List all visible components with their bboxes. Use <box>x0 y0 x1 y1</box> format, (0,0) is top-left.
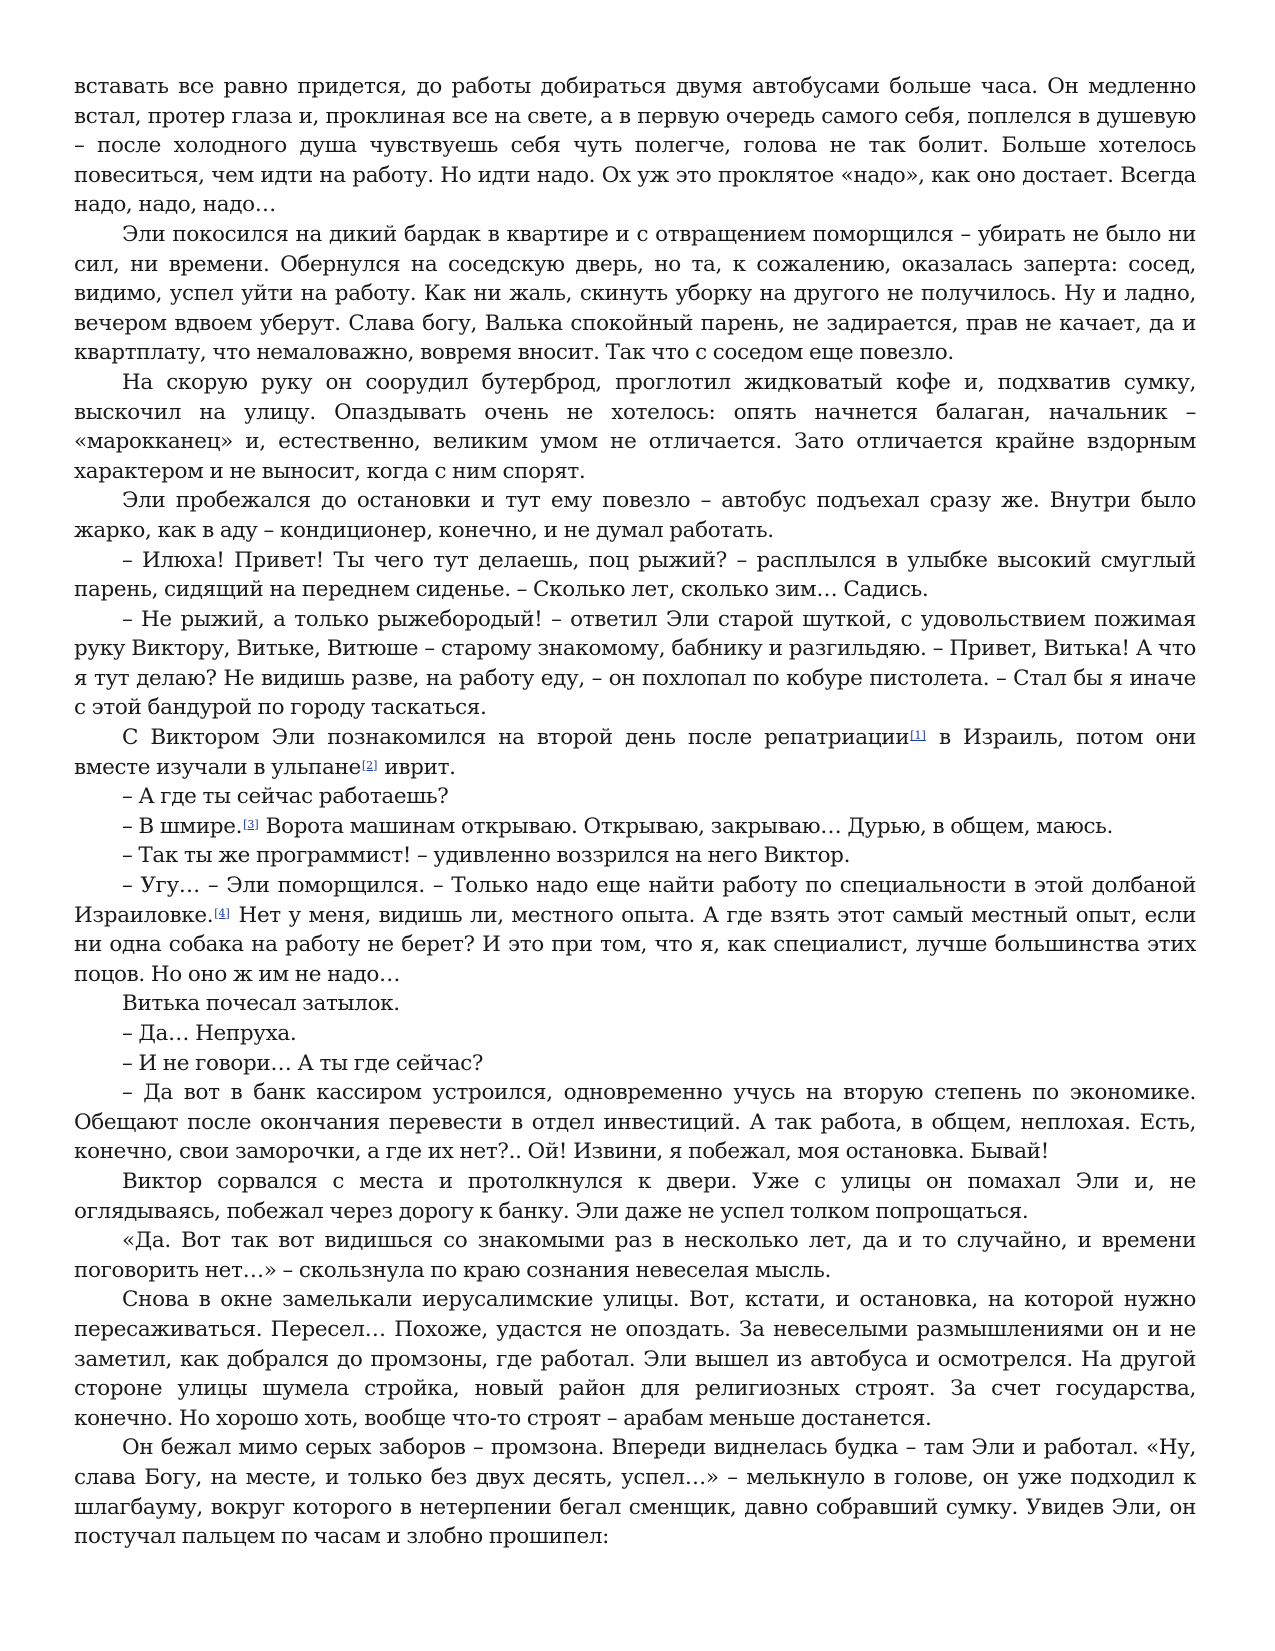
dialogue-paragraph: – Не рыжий, а только рыжебородый! – ответил Эли старой шуткой, с удовольствием пожимая руку Виктору, Витьке, Витюше – старому знакомому, бабнику и разгильдяю. – Привет, Витька! А что я тут делаю? Не видишь разве, на работу еду, – он похлопал по кобуре пистолета. – Стал бы я иначе с этой бандурой по городу таскаться. <box>74 606 1196 721</box>
dialogue-paragraph: – А где ты сейчас работаешь? <box>122 784 449 810</box>
paragraph-text: С Виктором Эли познакомился на второй день после репатриации <box>122 725 910 751</box>
paragraph-text: в Израиль, потом они вместе изучали в ульпане <box>74 725 1196 780</box>
dialogue-paragraph: – И не говори… А ты где сейчас? <box>122 1050 484 1076</box>
paragraph: Он бежал мимо серых заборов – промзона. Впереди виднелась будка – там Эли и работал. «Ну, слава Богу, на месте, и только без двух десять, успел…» – мелькнуло в голове, он уже подходил к шлагбауму, вокруг которого в нетерпении бегал сменщик, давно собравший сумку. Увидев Эли, он постучал пальцем по часам и злобно прошипел: <box>74 1435 1196 1550</box>
footnote-link-3[interactable]: [3] <box>243 817 259 831</box>
paragraph-text: иврит. <box>378 754 456 780</box>
paragraph: Снова в окне замелькали иерусалимские улицы. Вот, кстати, и остановка, на которой нужно пересаживаться. Пересел… Похоже, удастся не опоздать. За невеселыми размышлениями он и не заметил, как добрался до промзоны, где работал. Эли вышел из автобуса и осмотрелся. На другой стороне улицы шумела стройка, новый район для религиозных строят. За счет государства, конечно. Но хорошо хоть, вообще что-то строят – арабам меньше достанется. <box>74 1287 1196 1431</box>
dialogue-paragraph-with-footnote <box>74 812 1196 842</box>
footnote-link-4[interactable]: [4] <box>214 906 230 920</box>
dialogue-paragraph: – Так ты же программист! – удивленно воззрился на него Виктор. <box>122 843 851 869</box>
paragraph: «Да. Вот так вот видишься со знакомыми раз в несколько лет, да и то случайно, и времени поговорить нет…» – скользнула по краю сознания невеселая мысль. <box>74 1228 1196 1283</box>
document-page <box>74 72 1196 1552</box>
paragraph-text: Нет у меня, видишь ли, местного опыта. А где взять этот самый местный опыт, если ни одна собака на работу не берет? И это при том, что я, как специалист, лучше большинства этих поцов. Но оно ж им не надо… <box>74 902 1196 987</box>
paragraph-text: Ворота машинам открываю. Открываю, закрываю… Дурью, в общем, маюсь. <box>259 813 1113 839</box>
dialogue-paragraph: – Да вот в банк кассиром устроился, одновременно учусь на вторую степень по экономике. Обещают после окончания перевести в отдел инвестиций. А так работа, в общем, неплохая. Есть, конечно, свои заморочки, а где их нет?.. Ой! Извини, я побежал, моя остановка. Бывай! <box>74 1080 1196 1165</box>
paragraph-with-footnotes <box>74 723 1196 782</box>
paragraph: Эли покосился на дикий бардак в квартире и с отвращением поморщился – убирать не было ни сил, ни времени. Обернулся на соседскую дверь, но та, к сожалению, оказалась заперта: сосед, видимо, успел уйти на работу. Как ни жаль, скинуть уборку на другого не получилось. Ну и ладно, вечером вдвоем уберут. Слава богу, Валька спокойный парень, не задирается, прав не качает, да и квартплату, что немаловажно, вовремя вносит. Так что с соседом еще повезло. <box>74 221 1196 366</box>
dialogue-paragraph: – Да… Непруха. <box>122 1021 297 1046</box>
dialogue-paragraph-with-footnote <box>74 871 1196 989</box>
footnote-link-2[interactable]: [2] <box>361 758 378 772</box>
paragraph: Виктор сорвался с места и протолкнулся к двери. Уже с улицы он помахал Эли и, не оглядываясь, побежал через дорогу к банку. Эли даже не успел толком попрощаться. <box>74 1168 1196 1224</box>
dialogue-paragraph: – Илюха! Привет! Ты чего тут делаешь, поц рыжий? – расплылся в улыбке высокий смуглый парень, сидящий на переднем сиденье. – Сколько лет, сколько зим… Садись. <box>74 547 1196 603</box>
paragraph: Витька почесал затылок. <box>122 991 400 1017</box>
paragraph-text: – В шмире. <box>122 813 243 839</box>
footnote-link-1[interactable]: [1] <box>910 729 926 743</box>
paragraph: Эли пробежался до остановки и тут ему повезло – автобус подъехал сразу же. Внутри было жарко, как в аду – кондиционер, конечно, и не думал работать. <box>74 488 1196 543</box>
paragraph-continuation: вставать все равно придется, до работы добираться двумя автобусами больше часа. Он медленно встал, протер глаза и, проклиная все на свете, а в первую очередь самого себя, поплелся в душевую – после холодного душа чувствуешь себя чуть полегче, голова не так болит. Больше хотелось повеситься, чем идти на работу. Но идти надо. Ох уж это проклятое «надо», как оно достает. Всегда надо, надо, надо… <box>74 74 1196 218</box>
paragraph-text: – Угу… – Эли поморщился. – Только надо еще найти работу по специальности в этой долбаной Израиловке. <box>74 873 1196 928</box>
paragraph: На скорую руку он соорудил бутерброд, проглотил жидковатый кофе и, подхватив сумку, выскочил на улицу. Опаздывать очень не хотелось: опять начнется балаган, начальник – «марокканец» и, естественно, великим умом не отличается. Зато отличается крайне вздорным характером и не выносит, когда с ним спорят. <box>74 369 1196 484</box>
